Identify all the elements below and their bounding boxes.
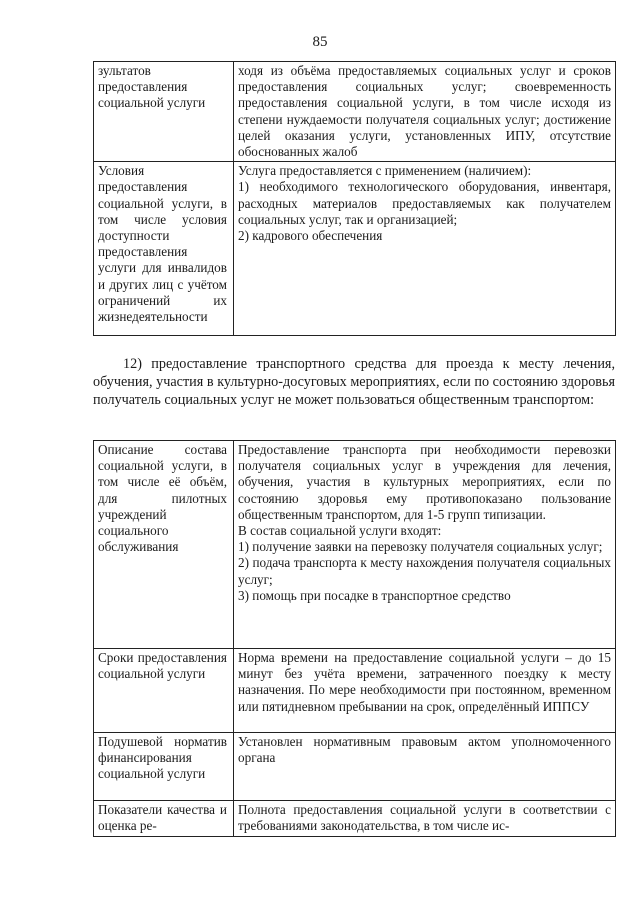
- table-row: [94, 649, 616, 733]
- row-content: [234, 62, 616, 162]
- content-line: Полнота предоставления социальной услуги в соответствии с требованиями законодательства, в том числе ис-: [238, 802, 611, 834]
- row-label: Подушевой норматив финансирования социальной услуги: [94, 733, 234, 801]
- row-label: Условия предоставления социальной услуги, в том числе условия доступности предоставления услуги для инвалидов и других лиц с учётом ограничений их жизнедеятельности: [94, 162, 234, 336]
- content-line: 1) необходимого технологического оборудования, инвентаря, расходных материалов предоставляемых как получателем социальных услуг, так и организацией;: [238, 179, 611, 227]
- table-row: [94, 162, 616, 336]
- row-content: [234, 441, 616, 649]
- row-label: Описание состава социальной услуги, в том числе её объём, для пилотных учреждений социального обслуживания: [94, 441, 234, 649]
- content-line: В состав социальной услуги входят:: [238, 523, 442, 539]
- content-line: Услуга предоставляется с применением (наличием):: [238, 163, 532, 179]
- table-row: [94, 733, 616, 801]
- row-label: Показатели качества и оценка ре-: [94, 801, 234, 837]
- content-line: 2) подача транспорта к месту нахождения получателя социальных услуг;: [238, 555, 611, 587]
- row-label: зультатов предоставления социальной услуги: [94, 62, 234, 162]
- table-row: [94, 62, 616, 162]
- row-content: [234, 733, 616, 801]
- table-row: [94, 801, 616, 837]
- table-row: [94, 441, 616, 649]
- row-content: [234, 649, 616, 733]
- row-content: [234, 801, 616, 837]
- service-table-continued: [93, 61, 616, 336]
- content-line: Норма времени на предоставление социальной услуги – до 15 минут без учёта времени, затраченного поездку к месту назначения. По мере необходимости при постоянном, временном или пятидневном пребывании на срок, определённый ИППСУ: [238, 650, 611, 714]
- content-line: 2) кадрового обеспечения: [238, 228, 383, 244]
- row-label: Сроки предоставления социальной услуги: [94, 649, 234, 733]
- page-number: 85: [312, 34, 328, 50]
- content-line: Установлен нормативным правовым актом уполномоченного органа: [238, 734, 611, 766]
- content-line: ходя из объёма предоставляемых социальных услуг и сроков предоставления социальных услуг; своевременность предоставления социальной услуги, в том числе исходя из степени нуждаемости получателя социальных услуг; достижение целей оказания услуги, установленных ИПУ, отсутствие обоснованных жалоб: [238, 63, 611, 160]
- service-paragraph: 12) предоставление транспортного средства для проезда к месту лечения, обучения, участия в культурно-досуговых мероприятиях, если по состоянию здоровья получатель социальных услуг не может пользоваться общественным транспортом:: [93, 356, 615, 408]
- content-line: Предоставление транспорта при необходимости перевозки получателя социальных услуг в учреждения для лечения, обучения, участия в культурных мероприятиях, если по состоянию здоровья ему противопоказано пользование общественным транспортом, для 1-5 групп типизации.: [238, 442, 611, 522]
- service-table-transport: [93, 440, 616, 837]
- row-content: [234, 162, 616, 336]
- content-line: 1) получение заявки на перевозку получателя социальных услуг;: [238, 539, 603, 555]
- content-line: 3) помощь при посадке в транспортное средство: [238, 587, 511, 603]
